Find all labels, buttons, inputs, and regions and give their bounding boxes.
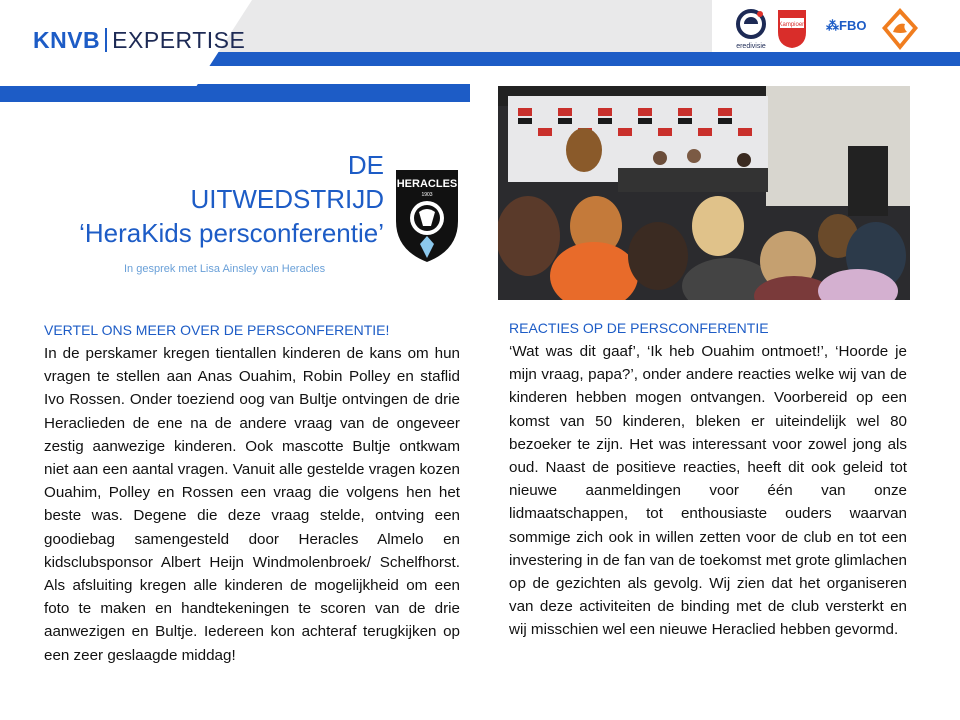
club-year: 1903: [421, 192, 433, 198]
right-section-body: ‘Wat was dit gaaf’, ‘Ik heb Ouahim ontmoet!’, ‘Hoorde je mijn vraag, papa?’, onder andere reacties welke wij van de kinderen hebben mogen ontvangen. Voorbereid op een komst van 50 kinderen, bleken er uiteindelijk wel 80 bezoeker te zijn. Het was interessant voor zowel jong als oud. Naast de positieve reacties, heeft dit ook geleid tot nieuwe aanmeldingen voor één van onze lidmaatschappen, tot enthousiaste ouders waarvan sommige zich ook in willen zetten voor de club en tot een investering in de fan van de toekomst met grote glimlachen op de gezichten als gevolg. Wij zien dat het organiseren van deze activiteiten de binding met de club versterkt en wij misschien wel een nieuwe Heraclied hebben gevormd.: [509, 343, 907, 639]
title-line-1: DE: [347, 150, 384, 180]
svg-text:Kampioen: Kampioen: [778, 22, 806, 28]
title-line-3: ‘HeraKids persconferentie’: [79, 218, 384, 248]
brand-suffix: EXPERTISE: [112, 27, 246, 53]
svg-text:eredivisie: eredivisie: [736, 43, 766, 50]
header-left-stripe: [0, 84, 470, 102]
page-subtitle: In gesprek met Lisa Ainsley van Heracles: [124, 263, 326, 275]
left-article: [44, 320, 460, 667]
right-section-heading: REACTIES OP DE PERSCONFERENTIE: [509, 320, 769, 336]
fbo-logo: ⁂FBO: [826, 18, 867, 33]
brand-name: KNVB: [33, 27, 101, 53]
heracles-crest-icon: [392, 166, 462, 266]
keuken-kampioen-divisie-logo: [775, 6, 809, 50]
page-title: [79, 148, 384, 250]
knvb-expertise-logo: [33, 27, 245, 54]
knvb-lion-logo: [880, 6, 920, 52]
right-article: [509, 318, 907, 642]
press-conference-photo: [498, 86, 910, 300]
title-line-2: UITWEDSTRIJD: [190, 184, 384, 214]
left-section-heading: VERTEL ONS MEER OVER DE PERSCONFERENTIE!: [44, 322, 390, 338]
eredivisie-logo: [734, 8, 768, 52]
left-section-body: In de perskamer kregen tientallen kinderen de kans om hun vragen te stellen aan Anas Ouahim, Robin Polley en staflid Ivo Rossen. Onder toeziend oog van Bultje ontvingen de drie Heraclieden de ene na de andere vraag van de ongeveer zestig aanwezige kinderen. Ook mascotte Bultje ontkwam niet aan een aantal vragen. Vanuit alle gestelde vragen kozen Ouahim, Polley en Rossen een vraag die volgens hen het beste was. Degene die deze vraag stelde, ontving een goodiebag samengesteld door Heracles Almelo en kidsclubsponsor Albert Heijn Windmolenbroek/ Schelfhorst. Als afsluiting kregen alle kinderen de mogelijkheid om een foto te maken en handtekeningen te scoren van de drie aanwezigen en Bultje. Iedereen kon achteraf terugkijken op een zeer geslaagde middag!: [44, 345, 460, 664]
club-name: HERACLES: [396, 178, 458, 190]
brand-divider: [105, 28, 107, 52]
